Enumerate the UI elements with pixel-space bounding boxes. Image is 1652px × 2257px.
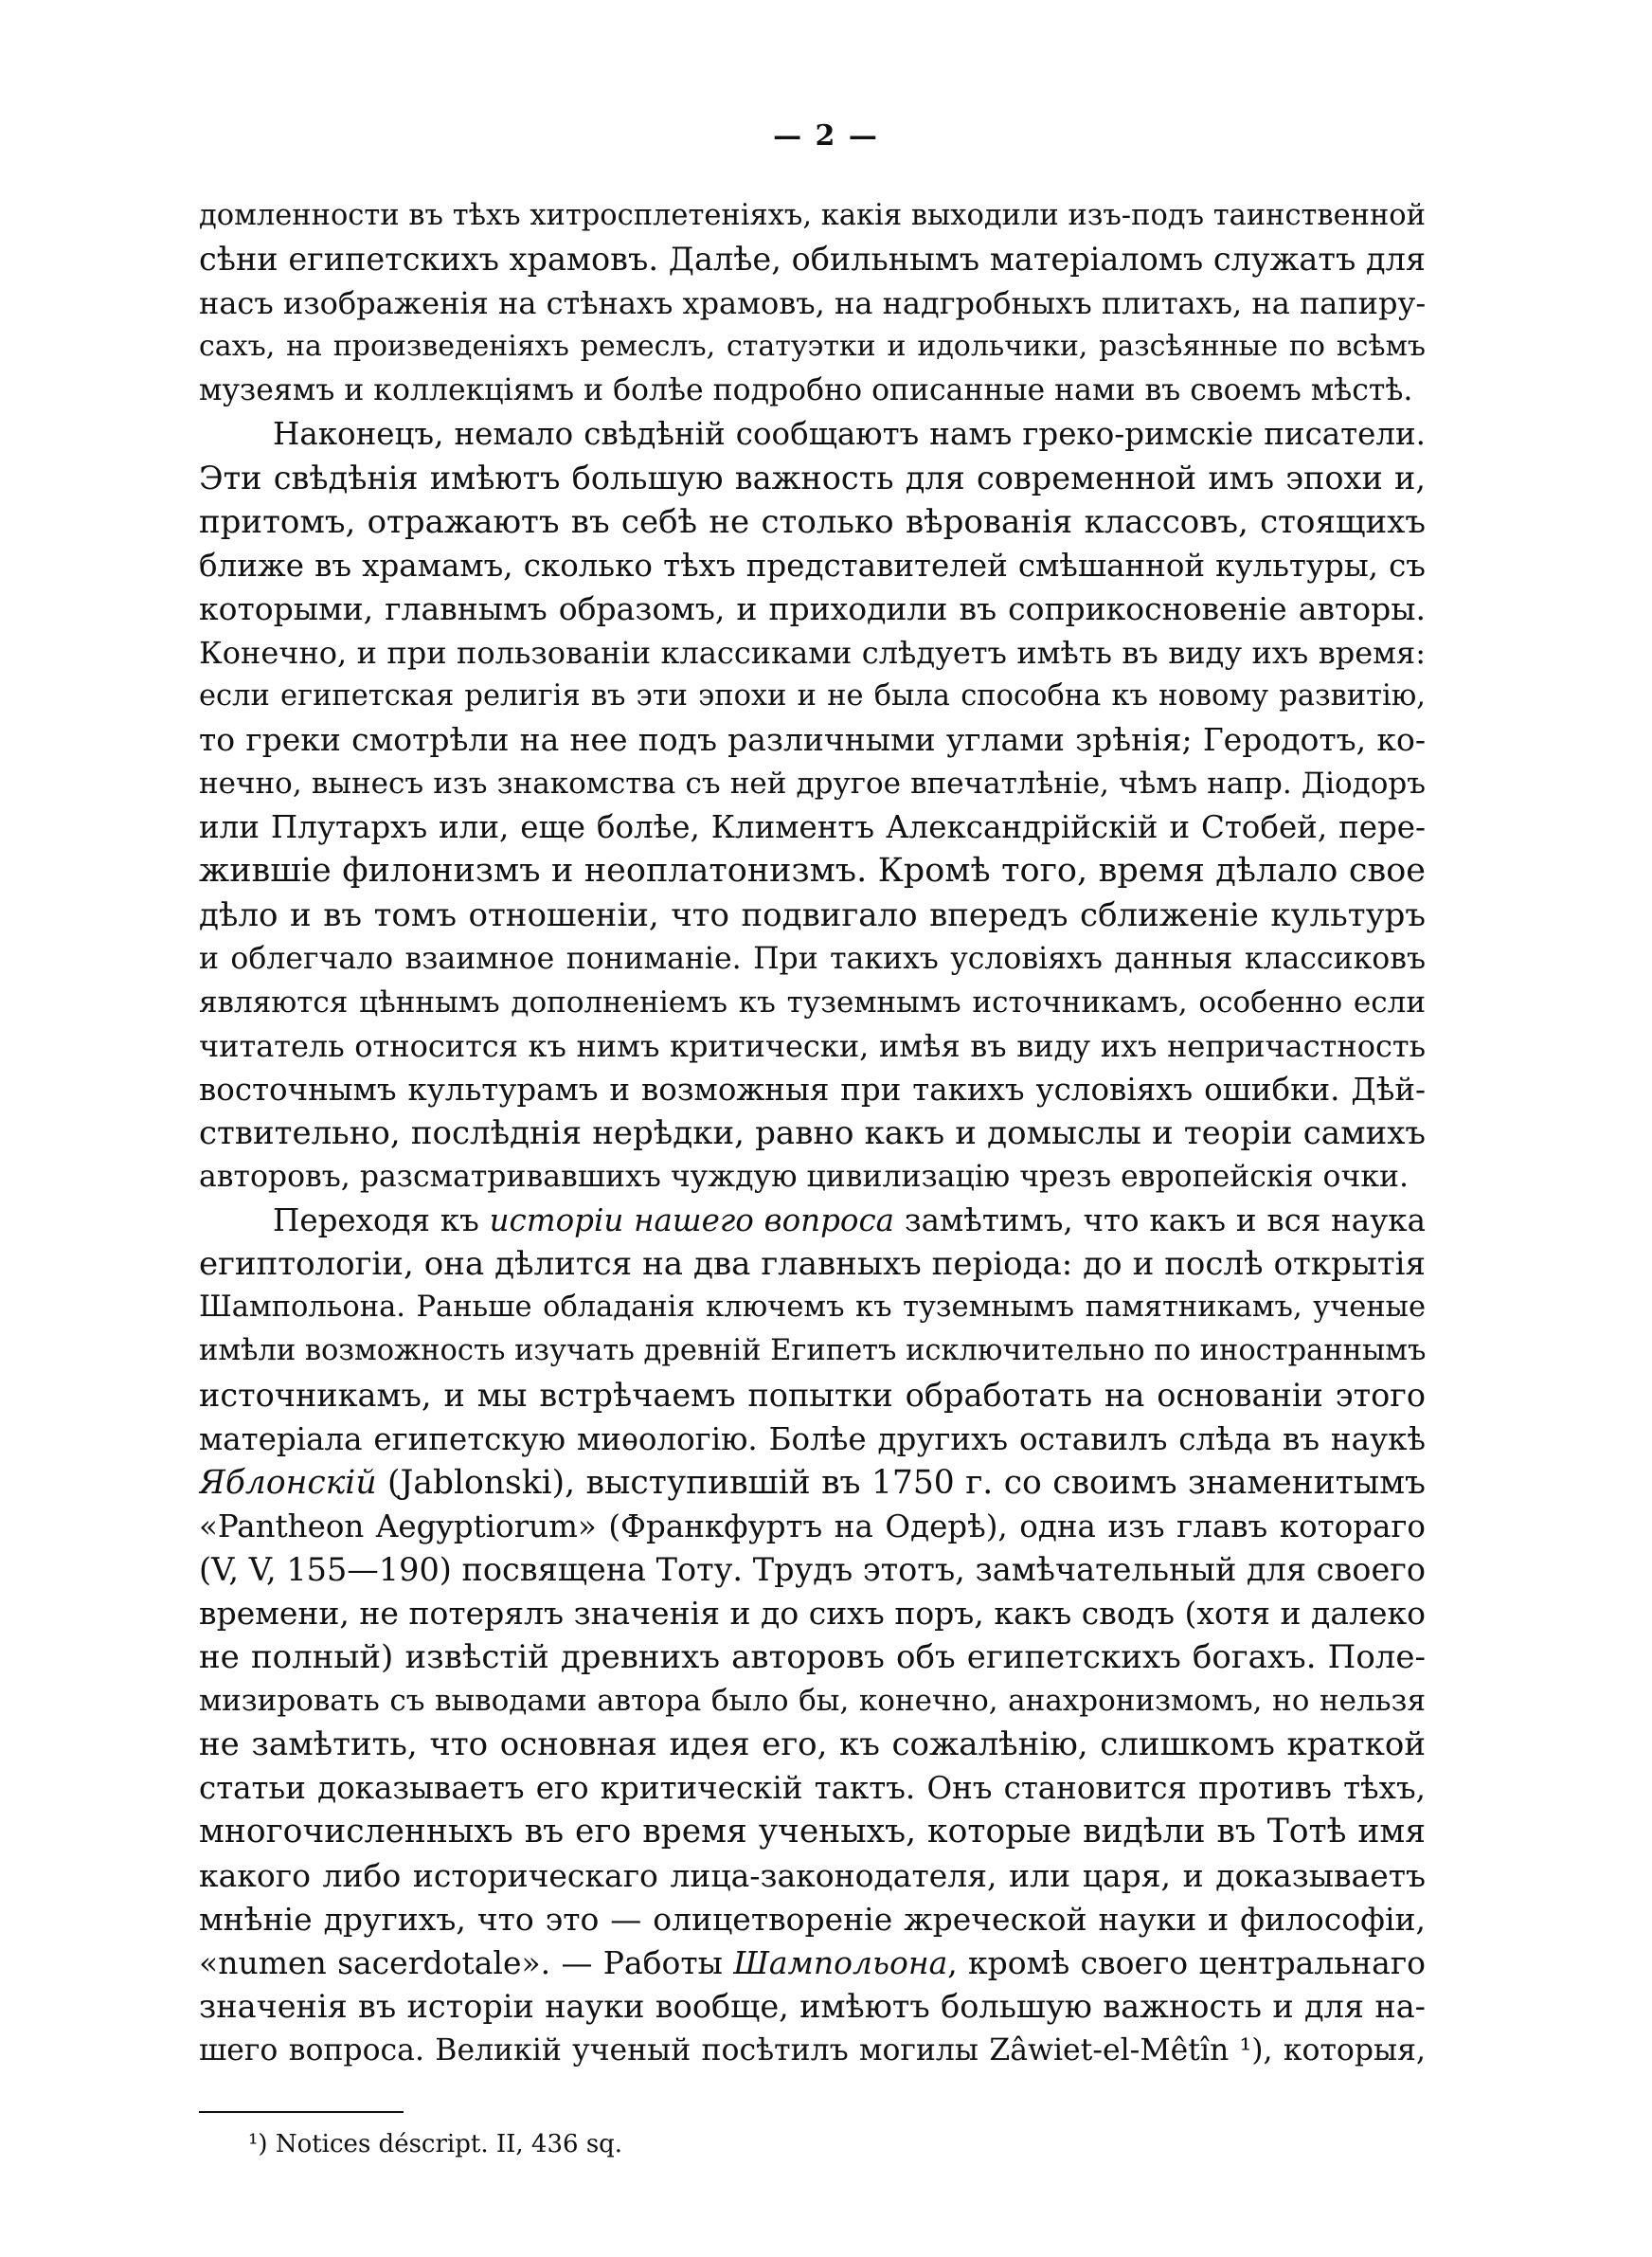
footnote-divider [199,2111,404,2113]
text-line: времени, не потерялъ значенія и до сихъ поръ, какъ сводъ (хотя и далеко [199,1595,1426,1632]
text-line: мнѣніе другихъ, что это — олицетвореніе жреческой науки и философіи, [199,1900,1426,1938]
text-line: и облегчало взаимное пониманіе. При такихъ условіяхъ данныя классиковъ [199,941,1426,976]
text-line: какого либо историческаго лица-законодателя, или царя, и доказываетъ [199,1856,1426,1894]
text-line: Яблонскій (Jablonski), выступившій въ 1750 г. со своимъ знаменитымъ [199,1463,1426,1502]
text-line: имѣли возможность изучать древній Египетъ исключительно по иностраннымъ [199,1334,1426,1368]
text-line: домленности въ тѣхъ хитросплетеніяхъ, какія выходили изъ-подъ таинственной [199,199,1426,232]
text-line: «numen sacerdotale». — Работы Шампольона, кромѣ своего центральнаго [199,1943,1426,1981]
text-line: матеріала египетскую миѳологію. Болѣе другихъ оставилъ слѣда въ наукѣ [199,1420,1426,1457]
text-line: жившіе филонизмъ и неоплатонизмъ. Кромѣ того, время дѣлало свое [199,852,1426,891]
text-line: Конечно, и при пользованіи классиками слѣдуетъ имѣть въ виду ихъ время: [199,634,1426,671]
page-number: — 2 — [773,119,879,153]
text-line: ствительно, послѣднія нерѣдки, равно какъ и домыслы и теоріи самихъ [199,1113,1426,1152]
text-line: музеямъ и коллекціямъ и болѣе подробно описанные нами въ своемъ мѣстѣ. [199,373,1413,408]
text-line: статьи доказываетъ его критическій тактъ. Онъ становится противъ тѣхъ, [199,1770,1426,1807]
text-line: насъ изображенія на стѣнахъ храмовъ, на надгробныхъ плитахъ, на папиру- [199,285,1426,322]
text-line: значенія въ исторіи науки вообще, имѣютъ большую важность и для на- [199,1987,1426,2025]
text-line: Переходя къ исторіи нашего вопроса замѣтимъ, что какъ и вся наука [273,1202,1426,1239]
text-line: сѣни египетскихъ храмовъ. Далѣе, обильнымъ матеріаломъ служатъ для [199,241,1426,279]
text-line: источникамъ, и мы встрѣчаемъ попытки обработать на основаніи этого [199,1376,1426,1414]
text-line: дѣло и въ томъ отношеніи, что подвигало впередъ сближеніе культуръ [199,895,1426,934]
text-line: «Pantheon Aegyptiorum» (Франкфуртъ на Одерѣ), одна изъ главъ котораго [199,1508,1426,1544]
text-line: притомъ, отражаютъ въ себѣ не столько вѣрованія классовъ, стоящихъ [199,502,1426,541]
text-line: восточнымъ культурамъ и возможныя при такихъ условіяхъ ошибки. Дѣй- [199,1071,1426,1108]
italic-phrase: Шампольона [733,1943,948,1981]
text-line: египтологіи, она дѣлится на два главныхъ періода: до и послѣ открытія [199,1245,1426,1284]
text-line: сахъ, на произведеніяхъ ремеслъ, статуэтки и идольчики, разсѣянные по всѣмъ [199,330,1426,364]
text-line: которыми, главнымъ образомъ, и приходили въ соприкосновеніе авторы. [199,589,1426,627]
text-line: авторовъ, разсматривавшихъ чуждую цивилизацію чрезъ европейскія очки. [199,1160,1410,1195]
text-line: мизировать съ выводами автора было бы, конечно, анахронизмомъ, но нельзя [199,1684,1426,1719]
text-line: шего вопроса. Великій ученый посѣтилъ могилы Zâwiet-el-Mêtîn ¹), которыя, [199,2032,1426,2067]
text-line: нечно, вынесъ изъ знакомства съ ней другое впечатлѣніе, чѣмъ напр. Діодоръ [199,767,1426,802]
text-line: то греки смотрѣли на нее подъ различными углами зрѣнія; Геродотъ, ко- [199,721,1426,759]
italic-phrase: Яблонскій [199,1463,377,1502]
text-line: Шампольона. Раньше обладанія ключемъ къ туземнымъ памятникамъ, ученые [199,1291,1426,1325]
text-line: не замѣтить, что основная идея его, къ сожалѣнію, слишкомъ краткой [199,1725,1426,1764]
italic-phrase: исторіи нашего вопроса [489,1202,895,1239]
text-line: если египетская религія въ эти эпохи и не была способна къ новому развитію, [199,679,1426,713]
text-line: или Плутархъ или, еще болѣе, Климентъ Александрійскій и Стобей, пере- [199,809,1426,846]
text-line: Эти свѣдѣнія имѣютъ большую важность для современной имъ эпохи и, [199,459,1426,497]
text-line: (V, V, 155—190) посвящена Тоту. Трудъ этотъ, замѣчательный для своего [199,1550,1426,1588]
text-line: читатель относится къ нимъ критически, имѣя въ виду ихъ непричастность [199,1027,1426,1064]
text-line: являются цѣннымъ дополненіемъ къ туземнымъ источникамъ, особенно если [199,984,1426,1020]
footnote: ¹) Notices déscript. II, 436 sq. [248,2130,623,2158]
text-line: Наконецъ, немало свѣдѣній сообщаютъ намъ греко-римскіе писатели. [273,416,1426,453]
text-line: не полный) извѣстій древнихъ авторовъ объ египетскихъ богахъ. Поле- [199,1638,1426,1677]
text-line: многочисленныхъ въ его время ученыхъ, которые видѣли въ Тотѣ имя [199,1813,1426,1851]
text-line: ближе въ храмамъ, сколько тѣхъ представителей смѣшанной культуры, съ [199,547,1426,584]
body-text [199,194,1426,2072]
